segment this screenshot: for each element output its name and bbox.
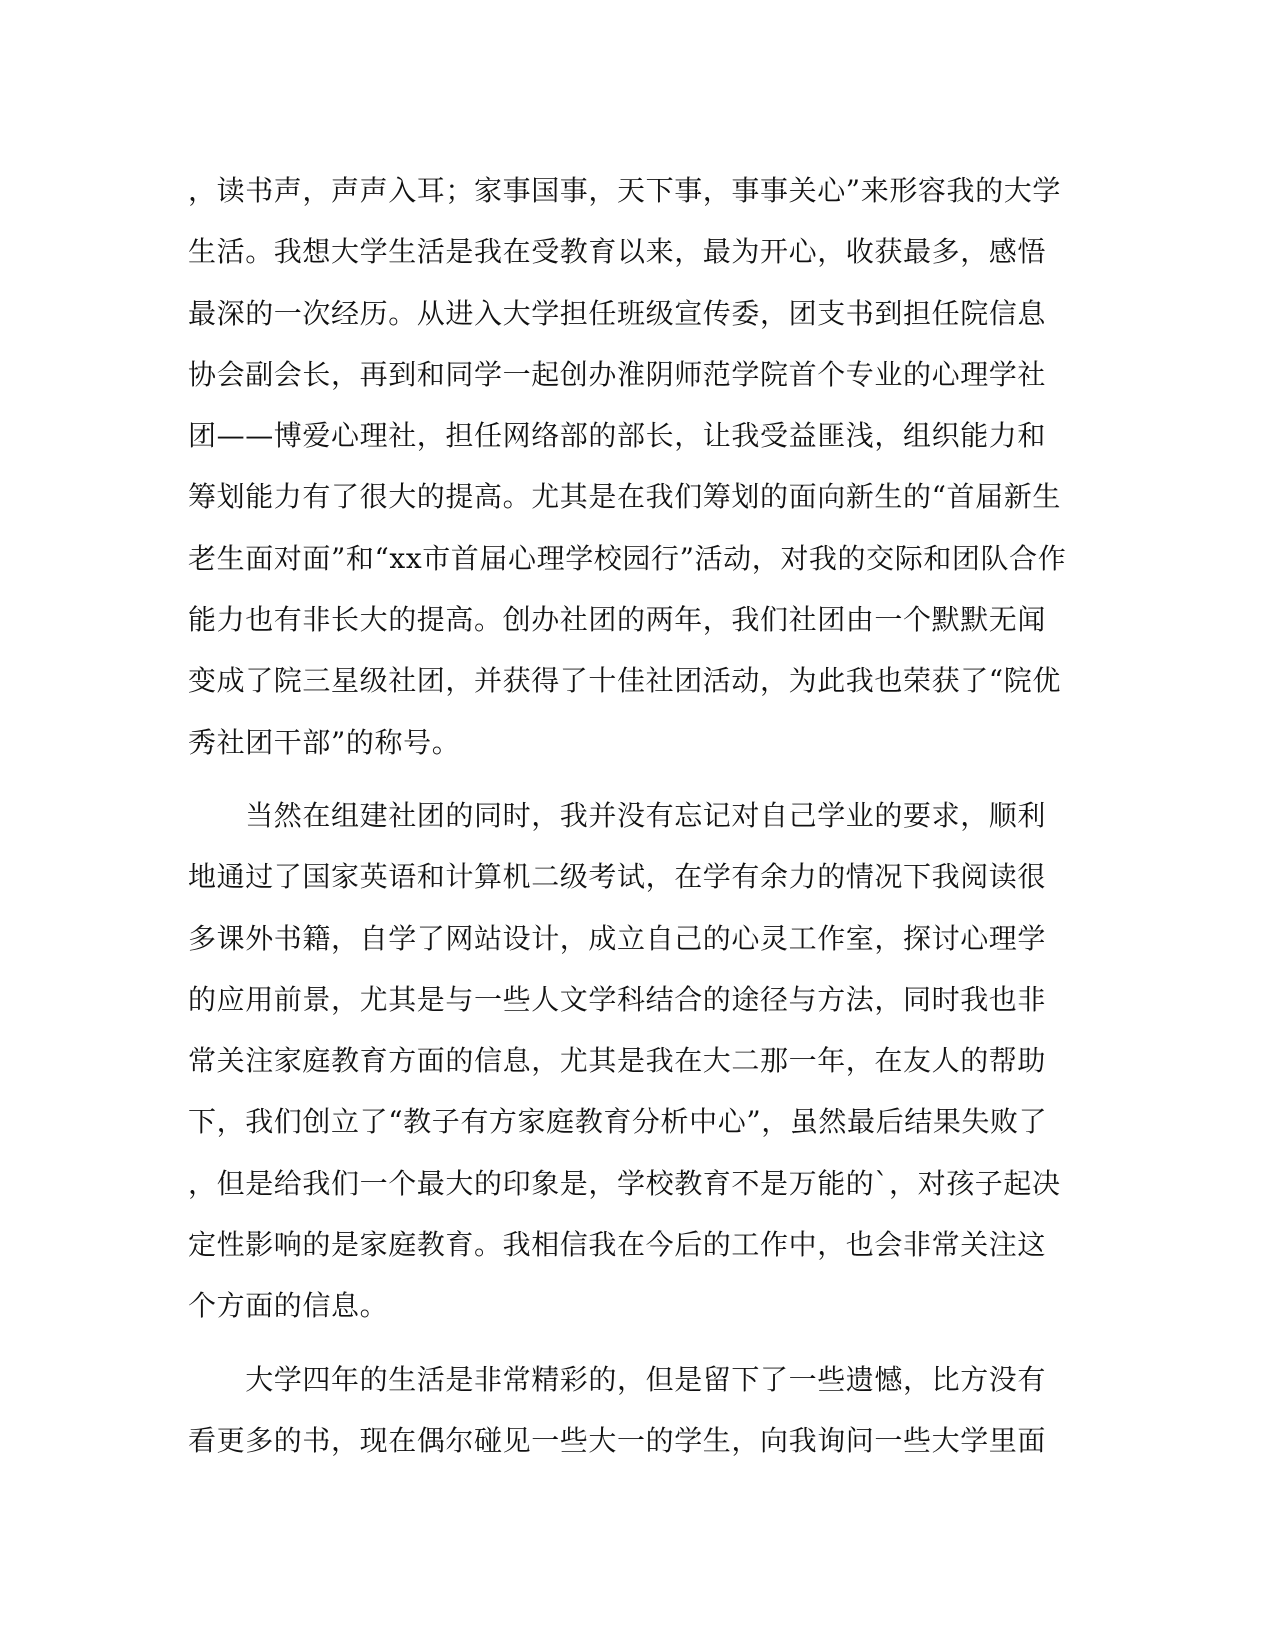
- text-line: 生活。我想大学生活是我在受教育以来，最为开心，收获最多，感悟: [188, 235, 1047, 269]
- paragraph-spacer: [188, 1337, 1068, 1349]
- text-line: 团——博爱心理社，担任网络部的部长，让我受益匪浅，组织能力和: [188, 419, 1047, 453]
- text-line: 筹划能力有了很大的提高。尤其是在我们筹划的面向新生的“首届新生: [188, 480, 1061, 514]
- text-line: 当然在组建社团的同时，我并没有忘记对自己学业的要求，顺利: [188, 798, 1047, 832]
- text-line: ，但是给我们一个最大的印象是，学校教育不是万能的`，对孩子起决: [188, 1166, 1061, 1200]
- text-line: 秀社团干部”的称号。: [188, 725, 461, 759]
- text-line: 常关注家庭教育方面的信息，尤其是我在大二那一年，在友人的帮助: [188, 1044, 1047, 1078]
- text-line: 大学四年的生活是非常精彩的，但是留下了一些遗憾，比方没有: [188, 1362, 1047, 1396]
- paragraph: [188, 160, 1068, 773]
- text-line: 协会副会长，再到和同学一起创办淮阴师范学院首个专业的心理学社: [188, 357, 1047, 391]
- paragraph-spacer: [188, 773, 1068, 785]
- paragraph: [188, 1349, 1068, 1472]
- text-line: 变成了院三星级社团，并获得了十佳社团活动，为此我也荣获了“院优: [188, 664, 1061, 698]
- text-line: 看更多的书，现在偶尔碰见一些大一的学生，向我询问一些大学里面: [188, 1423, 1047, 1457]
- text-line: 定性影响的是家庭教育。我相信我在今后的工作中，也会非常关注这: [188, 1228, 1047, 1262]
- text-line: 个方面的信息。: [188, 1289, 389, 1323]
- text-line: 下，我们创立了“教子有方家庭教育分析中心”，虽然最后结果失败了: [188, 1105, 1048, 1139]
- text-line: 的应用前景，尤其是与一些人文学科结合的途径与方法，同时我也非: [188, 982, 1047, 1016]
- body-text: [188, 160, 1068, 1471]
- text-line: ，读书声，声声入耳；家事国事，天下事，事事关心”来形容我的大学: [188, 174, 1061, 207]
- text-line: 地通过了国家英语和计算机二级考试，在学有余力的情况下我阅读很: [188, 860, 1047, 894]
- paragraph: [188, 785, 1068, 1337]
- text-line: 老生面对面”和“xx市首届心理学校园行”活动，对我的交际和团队合作: [188, 541, 1067, 575]
- text-line: 能力也有非长大的提高。创办社团的两年，我们社团由一个默默无闻: [188, 603, 1047, 637]
- text-line: 最深的一次经历。从进入大学担任班级宣传委，团支书到担任院信息: [188, 296, 1047, 330]
- text-line: 多课外书籍，自学了网站设计，成立自己的心灵工作室，探讨心理学: [188, 921, 1047, 955]
